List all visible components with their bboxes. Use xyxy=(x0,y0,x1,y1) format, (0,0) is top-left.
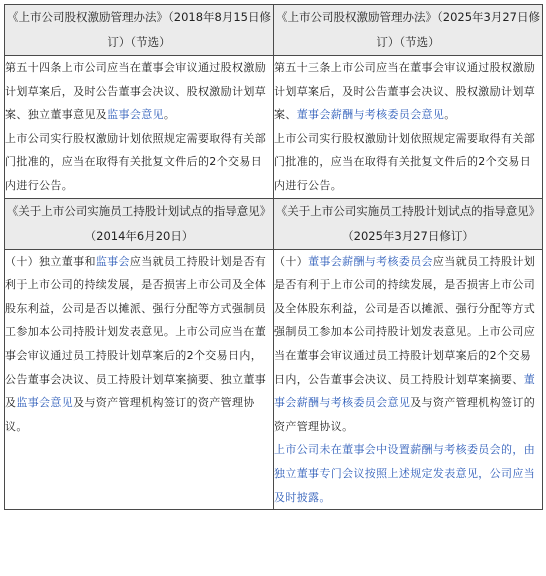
text-run: 及与资产管理机构签订的资产管理协议。 xyxy=(5,396,255,433)
text-run: 第五十三条上市公司应当在董事会审议通过股权激励计划草案后，及时公告董事会决议、股权激励计划草案、 xyxy=(274,61,536,122)
text-run: （十） xyxy=(274,254,309,268)
highlighted-text: 董事会薪酬与考核委员会意见 xyxy=(296,108,445,122)
section2-right-paragraph-2: 上市公司未在董事会中设置薪酬与考核委员会的，由独立董事专门会议按照上述规定发表意见，公司应当及时披露。 xyxy=(274,443,536,504)
text-run: （十）独立董事和 xyxy=(5,254,96,268)
section1-body-row xyxy=(5,56,543,199)
section1-right-cell xyxy=(274,56,543,199)
section1-header-row xyxy=(5,5,543,56)
section2-right-paragraph-1 xyxy=(274,250,542,439)
text-run: 应当就员工持股计划是否有利于上市公司的持续发展，是否损害上市公司及全体股东利益，公司是否以摊派、强行分配等方式强制员工参加本公司持股计划发表意见。上市公司应当在董事会审议通过员工持股计划草案后的2个交易日内，公告董事会决议、员工持股计划草案摘要、独立董事及 xyxy=(5,254,267,410)
highlighted-text: 董事会薪酬与考核委员会 xyxy=(308,254,433,268)
section2-right-cell xyxy=(274,249,543,510)
section1-right-paragraph-1 xyxy=(274,56,542,127)
section1-left-cell xyxy=(5,56,274,199)
text-run: 及与资产管理机构签订的资产管理协议。 xyxy=(274,396,536,433)
highlighted-text: 监事会 xyxy=(95,254,130,268)
highlighted-text: 董事会薪酬与考核委员会意见 xyxy=(274,372,536,410)
section2-left-paragraph xyxy=(5,250,273,439)
section2-left-cell xyxy=(5,249,274,510)
text-run: 第五十四条上市公司应当在董事会审议通过股权激励计划草案后，及时公告董事会决议、股权激励计划草案、独立董事意见及 xyxy=(5,61,267,122)
section1-left-paragraph-1 xyxy=(5,56,273,127)
text-run: 。 xyxy=(163,108,176,122)
section2-body-row xyxy=(5,249,543,510)
comparison-table xyxy=(4,4,543,510)
section1-right-header: 《上市公司股权激励管理办法》（2025年3月27日修订）（节选） xyxy=(274,5,543,56)
section1-left-header: 《上市公司股权激励管理办法》（2018年8月15日修订）（节选） xyxy=(5,5,274,56)
section1-left-paragraph-2: 上市公司实行股权激励计划依照规定需要取得有关部门批准的，应当在取得有关批复文件后的2个交易日内进行公告。 xyxy=(5,131,267,192)
section2-left-header: 《关于上市公司实施员工持股计划试点的指导意见》（2014年6月20日） xyxy=(5,198,274,249)
highlighted-text: 监事会意见 xyxy=(16,396,74,410)
highlighted-text: 监事会意见 xyxy=(107,108,164,122)
section2-right-header: 《关于上市公司实施员工持股计划试点的指导意见》（2025年3月27日修订） xyxy=(274,198,543,249)
text-run: 应当就员工持股计划是否有利于上市公司的持续发展，是否损害上市公司及全体股东利益，公司是否以摊派、强行分配等方式强制员工参加本公司持股计划发表意见。上市公司应当在董事会审议通过员工持股计划草案后的2个交易日内，公告董事会决议、员工持股计划草案摘要、 xyxy=(274,254,536,386)
section1-right-paragraph-2: 上市公司实行股权激励计划依照规定需要取得有关部门批准的，应当在取得有关批复文件后的2个交易日内进行公告。 xyxy=(274,131,536,192)
text-run: 。 xyxy=(444,108,456,122)
section2-header-row xyxy=(5,198,543,249)
